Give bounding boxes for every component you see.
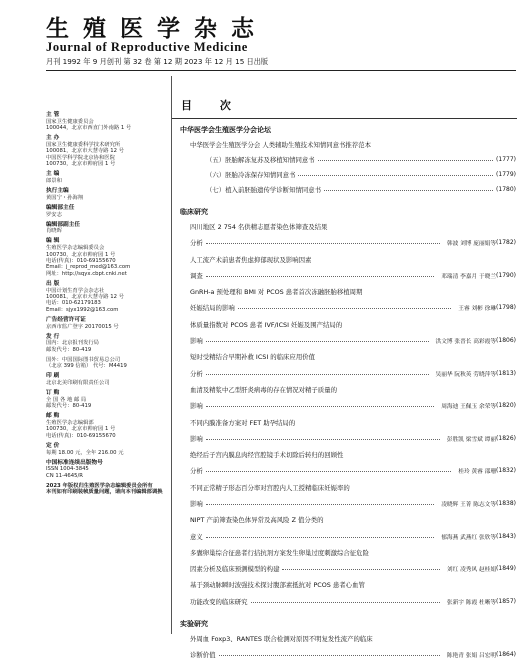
toc-entry-authors: 王睿 刘彬 徐琳 — [458, 306, 497, 313]
toc-entry[interactable] — [180, 349, 516, 365]
info-label: 发 行 — [46, 333, 60, 340]
info-label: 主 管 — [46, 112, 60, 118]
toc-entry-authors: 陈艳青 张娟 吕宏明 — [446, 653, 497, 660]
toc-entry[interactable] — [180, 332, 516, 348]
toc-entry-page: (1849) — [496, 565, 516, 573]
info-block-bianjibu-zhuren — [46, 205, 168, 218]
toc-entry[interactable] — [180, 218, 516, 234]
toc-entry[interactable] — [180, 528, 516, 544]
toc-entry-title[interactable]: 基于颈动脉瞬时波强技术探讨腹部素抵抗对 PCOS 患者心血管 — [190, 581, 365, 590]
info-line: 生殖医学杂志编辑部 — [46, 420, 94, 427]
info-label: 订 购 — [46, 390, 60, 397]
info-block-dinggou — [46, 390, 168, 410]
info-line: 100081，北京市大慧寺路 12 号 — [46, 148, 125, 155]
leader-dots — [282, 569, 439, 570]
leader-dots — [324, 190, 493, 191]
toc-heading-rule — [172, 118, 517, 119]
toc-entry-page: (1813) — [496, 369, 516, 377]
info-line: 100044，北京市西直门外南路 1 号 — [46, 125, 132, 132]
toc-entry-page: (1838) — [496, 499, 516, 507]
toc-entry[interactable] — [180, 630, 516, 646]
toc-entry[interactable] — [180, 316, 516, 332]
leader-dots — [238, 308, 452, 309]
toc-entry-title[interactable]: GnRH-a 预处理和 BMI 对 PCOS 患者首次冻融胚胎移植周期 — [190, 288, 363, 297]
leader-dots — [206, 243, 440, 244]
toc-entry-title[interactable]: 分析 — [190, 369, 203, 378]
info-line: 京西市监广登字 20170015 号 — [46, 323, 119, 330]
info-label: 广告经营许可证 — [46, 316, 86, 323]
info-label: 主 编 — [46, 171, 60, 178]
leader-dots — [206, 471, 452, 472]
info-line: （北京 399 信箱） 代号：M4419 — [46, 363, 127, 370]
toc-entry-page: (1806) — [496, 337, 516, 345]
toc-entry[interactable] — [180, 283, 516, 299]
toc-entry[interactable] — [180, 136, 516, 152]
info-line: 黄国宁・孙海翔 — [46, 194, 84, 201]
toc-entry-title[interactable]: 诊断价值 — [190, 651, 216, 660]
toc-entry-title[interactable]: 影响 — [190, 499, 203, 508]
info-block-zhuguan — [46, 112, 168, 132]
toc-entry[interactable] — [180, 512, 516, 528]
leader-dots — [318, 160, 493, 161]
info-line: 电话：010-62179183 — [46, 300, 101, 307]
toc-entry-title[interactable]: 妊娠结局的影响 — [190, 304, 235, 313]
toc-entry-page: (1843) — [496, 532, 516, 540]
toc-entry-title[interactable]: 意义 — [190, 532, 203, 541]
toc-entry-title[interactable]: 短时受精结合早期补救 ICSI 的临床应用价值 — [190, 353, 315, 362]
info-line: 郎景和 — [46, 178, 62, 185]
toc-entry-title[interactable]: （七）植入前胚胎遗传学诊断知情同意书 — [206, 186, 322, 195]
toc-entry-title[interactable]: 不同正常精子形态百分率对宫腔内人工授精临床妊娠率的 — [190, 483, 350, 492]
toc-entry[interactable] — [180, 267, 516, 283]
info-block-kanhao — [46, 460, 168, 480]
toc-entry-page: (1820) — [496, 402, 516, 410]
info-line: 国内：北京报刊发行局 — [46, 340, 99, 347]
toc-entry-page: (1790) — [496, 271, 516, 279]
toc-entry-title[interactable]: （六）胚胎冷冻保存知情同意书 — [206, 171, 296, 180]
toc-entry[interactable] — [180, 251, 516, 267]
journal-title-en: Journal of Reproductive Medicine — [46, 40, 248, 54]
info-line: 网址：http://sqyx.cbpt.cnki.net — [46, 270, 127, 277]
toc-entry[interactable] — [180, 152, 516, 167]
leader-dots — [206, 341, 429, 342]
toc-section-title: 实验研究 — [180, 620, 208, 629]
info-line: ISSN 1004-3845 — [46, 466, 89, 473]
info-line: 2023 年版权归生殖医学杂志编辑委员会所有 — [46, 482, 153, 489]
toc-entry[interactable] — [180, 561, 516, 577]
leader-dots — [251, 602, 440, 603]
leader-dots — [206, 439, 440, 440]
toc-entry[interactable] — [180, 463, 516, 479]
toc-entry-authors: 彭胜凯 梁雪斌 谭丽 — [446, 436, 497, 443]
toc-entry-page: (1826) — [496, 434, 516, 442]
info-line: 100730，北京市帅府园 1 号 — [46, 251, 116, 258]
issue-info: 月刊 1992 年 9 月创刊 第 32 卷 第 12 期 2023 年 12 月 15 日出版 — [46, 57, 269, 66]
toc-entry-title[interactable]: 影响 — [190, 337, 203, 346]
toc-entry-title[interactable]: 中华医学会生殖医学分会 人类辅助生殖技术知情同意书推荐范本 — [190, 140, 371, 149]
toc-entry-title[interactable]: 功能改变的临床研究 — [190, 597, 248, 606]
toc-entry-title[interactable]: 分析 — [190, 239, 203, 248]
info-label: 邮 购 — [46, 413, 60, 420]
toc-entry-page: (1832) — [496, 467, 516, 475]
publication-info-column — [46, 112, 168, 499]
info-line: 每期 18.00 元，全年 216.00 元 — [46, 449, 124, 456]
info-line: 北京北美印刷有限责任公司 — [46, 380, 110, 387]
info-line: 国家卫生健康委科学技术研究所 — [46, 142, 121, 148]
info-line: 中国计划生育学会杂志社 — [46, 287, 105, 294]
toc-entry-title[interactable]: （五）胚胎解冻复苏及移植知情同意书 — [206, 156, 315, 165]
toc-entry-title[interactable]: 多囊卵巢综合征患者行拮抗剂方案发生卵巢过度刺激综合征危险 — [190, 548, 369, 557]
leader-dots — [206, 406, 434, 407]
toc-entry-title[interactable]: NIPT 产前筛查染色体异常及高风险 Z 值分类的 — [190, 516, 324, 525]
info-line: 中国医学科学院北京协和医院 — [46, 154, 115, 161]
toc-entry-page: (1782) — [496, 239, 516, 247]
info-line: Email：sjyx1992@163.com — [46, 306, 119, 313]
info-line: Email：j_reprod_med@163.com — [46, 264, 131, 271]
toc-entry[interactable] — [180, 381, 516, 397]
info-line: 国家卫生健康委员会 — [46, 118, 94, 125]
toc-entry[interactable] — [180, 398, 516, 414]
toc-entry-title[interactable]: 影响 — [190, 402, 203, 411]
toc-entry-page: (1780) — [496, 186, 516, 194]
leader-dots — [206, 276, 434, 277]
info-block-faxing — [46, 334, 168, 370]
masthead-rule — [46, 70, 516, 71]
info-block-yinshua — [46, 373, 168, 386]
toc-entry-title[interactable]: 因素分析及临床预测模型的构建 — [190, 565, 280, 574]
toc-entry-title[interactable]: 体质量指数对 PCOS 患者 IVF/ICSI 妊娠及围产结局的 — [190, 320, 343, 329]
toc-entry-authors: 洪文博 张晋长 高彩霞等 — [435, 339, 497, 346]
toc-entry-title[interactable]: 调查 — [190, 271, 203, 280]
toc-entry-authors: 桂玲 黄睿 邵珊 — [458, 469, 497, 476]
toc-entry-title[interactable]: 外周血 Foxp3、RANTES 联合检测对原因不明复发性流产的临床 — [190, 635, 373, 644]
info-block-dingjia — [46, 443, 168, 456]
info-label: 定 价 — [46, 442, 60, 449]
info-line: 肖晓晖 — [46, 228, 62, 235]
toc-entry-page: (1864) — [496, 651, 516, 659]
info-block-bianji — [46, 238, 168, 277]
toc-entry-page: (1798) — [496, 304, 516, 312]
leader-dots — [206, 504, 434, 505]
info-line: 100730，北京市帅府园 1 号 — [46, 426, 116, 433]
toc-entry-page: (1857) — [496, 597, 516, 605]
toc-entry-authors: 张新宇 陈霞 杜晰等 — [446, 599, 497, 606]
toc-entry-authors: 郁海燕 武燕红 张欣等 — [441, 534, 497, 541]
info-block-zhubian — [46, 171, 168, 184]
toc-entry-title[interactable]: 四川地区 2 754 名供精志愿者染色体筛查及结果 — [190, 222, 328, 231]
info-label: 出 版 — [46, 280, 60, 287]
info-block-yougou — [46, 413, 168, 439]
info-line: 电话(传真)：010-69155670 — [46, 258, 116, 265]
toc-entry[interactable] — [180, 593, 516, 609]
table-of-contents — [180, 124, 516, 663]
info-label: 主 办 — [46, 135, 60, 142]
info-line: 邮发代号：80-419 — [46, 346, 92, 353]
toc-heading: 目 次 — [181, 99, 243, 112]
toc-entry[interactable] — [180, 495, 516, 511]
toc-entry[interactable] — [180, 647, 516, 663]
toc-entry[interactable] — [180, 414, 516, 430]
toc-entry-authors: 凌晓辉 王菁 陈志文等 — [441, 501, 497, 508]
toc-entry-authors: 周海迪 王佩玉 余荣等 — [441, 404, 497, 411]
info-line: 罗安志 — [46, 211, 62, 218]
journal-title-cn: 生 殖 医 学 杂 志 — [46, 15, 258, 42]
toc-entry-authors: 邓瑞清 李嘉月 于晓兰 — [441, 273, 497, 280]
toc-entry-title[interactable]: 人工流产术前患者焦虑抑郁现状及影响因素 — [190, 255, 312, 264]
toc-entry-title[interactable]: 分析 — [190, 467, 203, 476]
info-block-copyright — [46, 483, 168, 496]
toc-entry-title[interactable]: 绝经后子宫内膜息肉经宫腔镜手术切除后转归的回顾性 — [190, 451, 344, 460]
info-block-bianjibu-fuzhuren — [46, 222, 168, 235]
info-label: 编辑部副主任 — [46, 221, 81, 228]
toc-entry[interactable] — [180, 182, 516, 197]
info-block-chuban — [46, 281, 168, 313]
toc-entry-authors: 韩波 刘博 庞丽娟等 — [446, 241, 497, 248]
toc-entry[interactable] — [180, 479, 516, 495]
info-block-zhuban — [46, 135, 168, 167]
info-line: 100730，北京市帅府园 1 号 — [46, 161, 116, 168]
toc-entry-authors: 刘红 凌秀风 赵桂娟 — [446, 567, 497, 574]
toc-entry[interactable] — [180, 167, 516, 182]
info-label: 中国标准连续出版物号 — [46, 459, 103, 466]
info-line: 国外：中国国际图书贸易总公司 — [46, 356, 121, 363]
toc-entry[interactable] — [180, 544, 516, 560]
toc-entry[interactable] — [180, 430, 516, 446]
info-label: 编 辑 — [46, 238, 60, 245]
toc-entry-authors: 吴丽华 阮秋英 劳晓萍等 — [435, 371, 497, 378]
info-line: CN 11-4645/R — [46, 472, 83, 479]
toc-entry-title[interactable]: 影响 — [190, 434, 203, 443]
info-block-zhixing-zhubian — [46, 188, 168, 201]
info-label: 执行主编 — [46, 188, 69, 195]
toc-entry[interactable] — [180, 235, 516, 251]
info-line: 电话(传真)：010-69155670 — [46, 432, 116, 439]
info-block-guanggao — [46, 317, 168, 330]
info-line: 邮发代号：80-419 — [46, 403, 92, 410]
leader-dots — [206, 537, 434, 538]
toc-entry[interactable] — [180, 577, 516, 593]
toc-section-title: 中华医学会生殖医学分会论坛 — [180, 126, 271, 134]
toc-entry-page: (1779) — [496, 171, 516, 179]
toc-entry-title[interactable]: 血清及精浆中乙型肝炎病毒的存在情况对精子质量的 — [190, 385, 337, 394]
info-line: 100081，北京市大慧寺路 12 号 — [46, 294, 125, 301]
info-label: 编辑部主任 — [46, 204, 75, 211]
toc-entry[interactable] — [180, 365, 516, 381]
leader-dots — [206, 374, 429, 375]
toc-entry-page: (1777) — [496, 156, 516, 164]
info-line: 全 国 各 地 邮 局 — [46, 396, 87, 403]
toc-entry[interactable] — [180, 446, 516, 462]
info-label: 印 刷 — [46, 373, 60, 380]
toc-entry[interactable] — [180, 300, 516, 316]
info-line: 生殖医学杂志编辑委员会 — [46, 245, 105, 252]
toc-entry-title[interactable]: 不同内膜准备方案对 FET 助孕结局的 — [190, 418, 296, 427]
toc-section-title: 临床研究 — [180, 208, 208, 217]
leader-dots — [298, 175, 493, 176]
info-line: 本刊如有印刷装帧质量问题，请向本刊编辑部调换 — [46, 489, 163, 496]
column-divider — [171, 76, 172, 634]
leader-dots — [219, 655, 440, 656]
